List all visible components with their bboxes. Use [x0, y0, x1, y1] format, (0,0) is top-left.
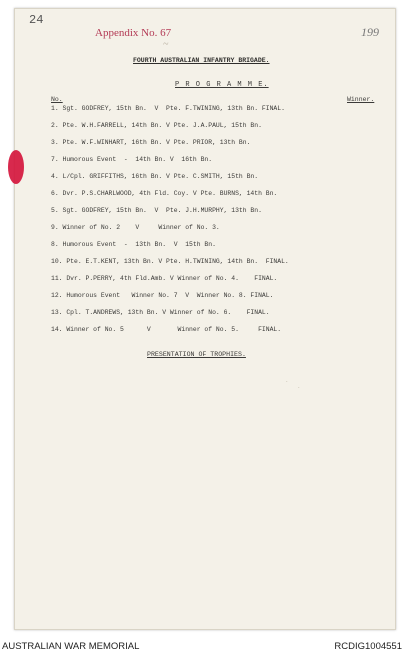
programme-line: 2. Pte. W.H.FARRELL, 14th Bn. V Pte. J.A.PAUL, 15th Bn.: [51, 122, 262, 129]
programme-title: P R O G R A M M E.: [175, 81, 269, 89]
column-header-no: No.: [51, 96, 63, 103]
programme-line: 6. Dvr. P.S.CHARLWOOD, 4th Fld. Coy. V Pte. BURNS, 14th Bn.: [51, 190, 278, 197]
programme-line: 10. Pte. E.T.KENT, 13th Bn. V Pte. H.TWINING, 14th Bn. FINAL.: [51, 258, 289, 265]
programme-line: 1. Sgt. GODFREY, 15th Bn. V Pte. F.TWINING, 13th Bn. FINAL.: [51, 105, 285, 112]
footer-archive-name: AUSTRALIAN WAR MEMORIAL: [2, 641, 140, 652]
ink-speck: .: [297, 383, 301, 390]
brigade-heading: FOURTH AUSTRALIAN INFANTRY BRIGADE.: [133, 57, 270, 64]
programme-line: 4. L/Cpl. GRIFFITHS, 16th Bn. V Pte. C.SMITH, 15th Bn.: [51, 173, 259, 180]
red-punch-mark: [8, 150, 24, 184]
programme-line: 9. Winner of No. 2 V Winner of No. 3.: [51, 224, 220, 231]
page-number-left: 24: [29, 13, 44, 27]
programme-line: 12. Humorous Event Winner No. 7 V Winner No. 8. FINAL.: [51, 292, 274, 299]
programme-line: 5. Sgt. GODFREY, 15th Bn. V Pte. J.H.MURPHY, 13th Bn.: [51, 207, 262, 214]
programme-line: 3. Pte. W.F.WINHART, 16th Bn. V Pte. PRIOR, 13th Bn.: [51, 139, 251, 146]
programme-line: 14. Winner of No. 5 V Winner of No. 5. FINAL.: [51, 326, 282, 333]
page-number-right: 199: [361, 25, 379, 39]
presentation-heading: PRESENTATION OF TROPHIES.: [147, 351, 246, 358]
column-header-winner: Winner.: [347, 96, 375, 103]
ink-speck: .: [285, 377, 289, 384]
programme-line: 13. Cpl. T.ANDREWS, 13th Bn. V Winner of No. 6. FINAL.: [51, 309, 270, 316]
document-page: [14, 8, 396, 630]
programme-line: 8. Humorous Event - 13th Bn. V 15th Bn.: [51, 241, 216, 248]
programme-line: 11. Dvr. P.PERRY, 4th Fld.Amb. V Winner of No. 4. FINAL.: [51, 275, 278, 282]
appendix-stamp: Appendix No. 67: [95, 27, 172, 39]
pencil-annotation: ~: [163, 39, 169, 50]
footer-record-id: RCDIG1004551: [334, 641, 402, 652]
programme-line: 7. Humorous Event - 14th Bn. V 16th Bn.: [51, 156, 213, 163]
